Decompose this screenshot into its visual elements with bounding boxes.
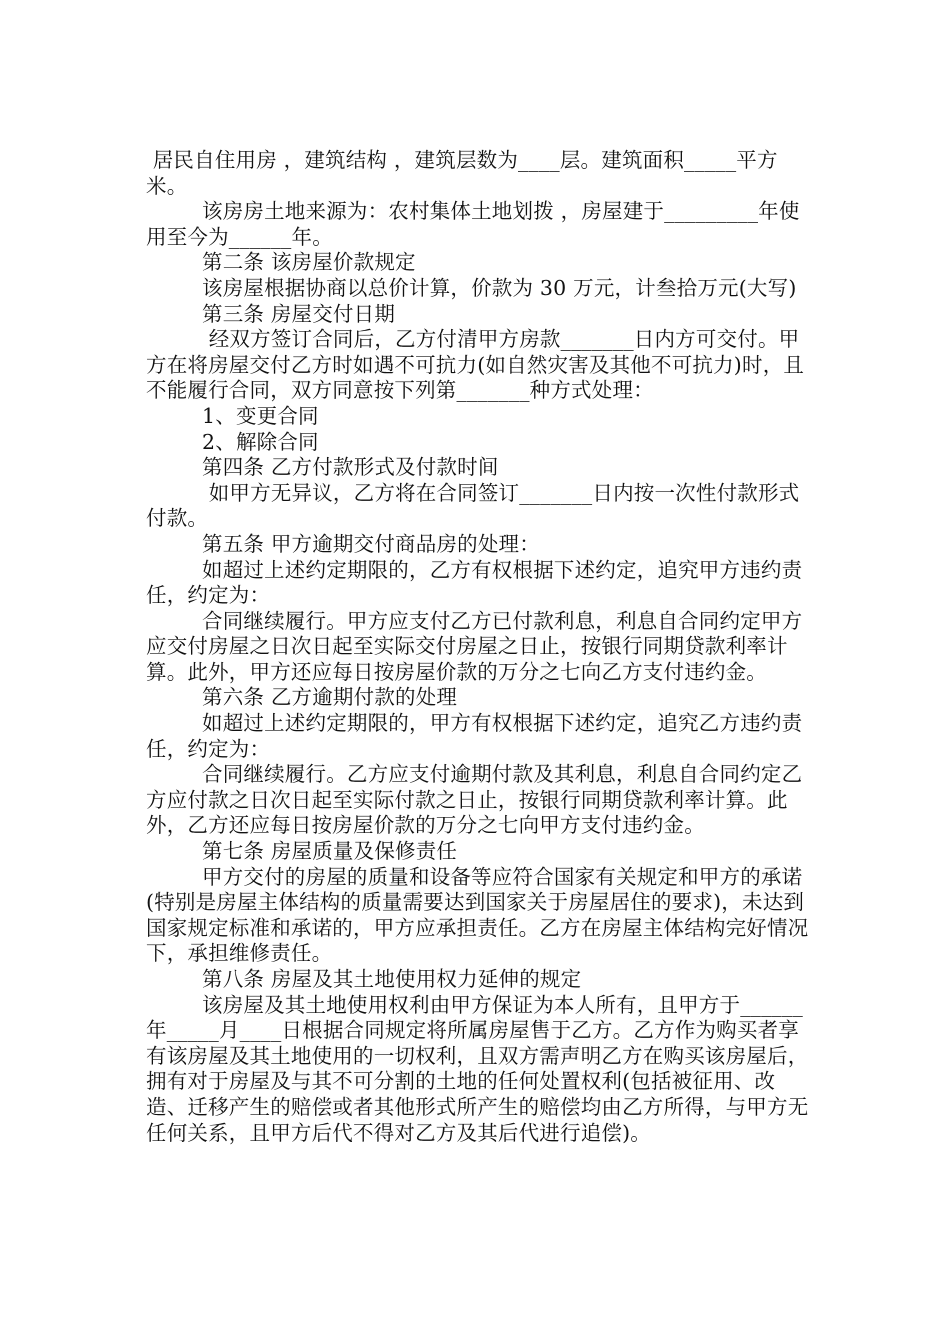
paragraph-delivery: 经双方签订合同后，乙方付清甲方房款_______日内方可交付。甲方在将房屋交付乙方时如遇不可抗力(如自然灾害及其他不可抗力)时，且不能履行合同，双方同意按下列第_______种方式处理： bbox=[146, 327, 805, 403]
option-1: 1、变更合同 bbox=[202, 403, 319, 428]
paragraph-seller-overdue-terms: 合同继续履行。甲方应支付乙方已付款利息，利息自合同约定甲方应交付房屋之日次日起至实际交付房屋之日止，按银行同期贷款利率计算。此外，甲方还应每日按房屋价款的万分之七向乙方支付违约金。 bbox=[146, 608, 803, 684]
article-5-heading: 第五条 甲方逾期交付商品房的处理： bbox=[202, 531, 540, 556]
option-2: 2、解除合同 bbox=[202, 429, 319, 454]
paragraph-seller-overdue-intro: 如超过上述约定期限的，乙方有权根据下述约定，追究甲方违约责任，约定为： bbox=[146, 557, 803, 608]
article-3-heading: 第三条 房屋交付日期 bbox=[202, 301, 396, 326]
paragraph-buyer-overdue-intro: 如超过上述约定期限的，甲方有权根据下述约定，追究乙方违约责任，约定为： bbox=[146, 711, 803, 761]
article-2-heading: 第二条 该房屋价款规定 bbox=[202, 250, 416, 275]
paragraph-land-rights: 该房屋及其土地使用权利由甲方保证为本人所有，且甲方于______年_____月____日根据合同规定将所属房屋售于乙方。乙方作为购买者享有该房屋及其土地使用的一切权利，且双方需声明乙方在购买该房屋后，拥有对于房屋及与其不可分割的土地的任何处置权利(包括被征用、改造、迁移产生的赔偿或者其他形式所产生的赔偿均由乙方所得，与甲方无任何关系，且甲方后代不得对乙方及其后代进行追偿)。 bbox=[146, 992, 809, 1145]
paragraph-land-source: 该房房土地来源为：农村集体土地划拨 ，房屋建于_________年使用至今为______年。 bbox=[146, 199, 800, 249]
paragraph-quality: 甲方交付的房屋的质量和设备等应符合国家有关规定和甲方的承诺(特别是房屋主体结构的质量需要达到国家关于房屋居住的要求)，未达到国家规定标准和承诺的，甲方应承担责任。乙方在房屋主体结构完好情况下，承担维修责任。 bbox=[146, 864, 809, 966]
article-6-heading: 第六条 乙方逾期付款的处理 bbox=[202, 685, 458, 710]
paragraph-buyer-overdue-terms: 合同继续履行。乙方应支付逾期付款及其利息，利息自合同约定乙方应付款之日次日起至实际付款之日止，按银行同期贷款利率计算。此外，乙方还应每日按房屋价款的万分之七向甲方支付违约金。 bbox=[146, 762, 803, 838]
article-8-heading: 第八条 房屋及其土地使用权力延伸的规定 bbox=[202, 967, 582, 991]
contract-page bbox=[146, 148, 816, 1146]
paragraph-payment: 如甲方无异议，乙方将在合同签订_______日内按一次性付款形式付款。 bbox=[146, 480, 800, 531]
paragraph-price: 该房屋根据协商以总价计算，价款为 30 万元，计叁拾万元(大写) bbox=[202, 275, 797, 300]
article-7-heading: 第七条 房屋质量及保修责任 bbox=[202, 839, 458, 864]
article-4-heading: 第四条 乙方付款形式及付款时间 bbox=[202, 455, 499, 480]
paragraph-building-info: 居民自住用房 ，建筑结构 ，建筑层数为____层。建筑面积_____平方米。 bbox=[146, 148, 778, 198]
